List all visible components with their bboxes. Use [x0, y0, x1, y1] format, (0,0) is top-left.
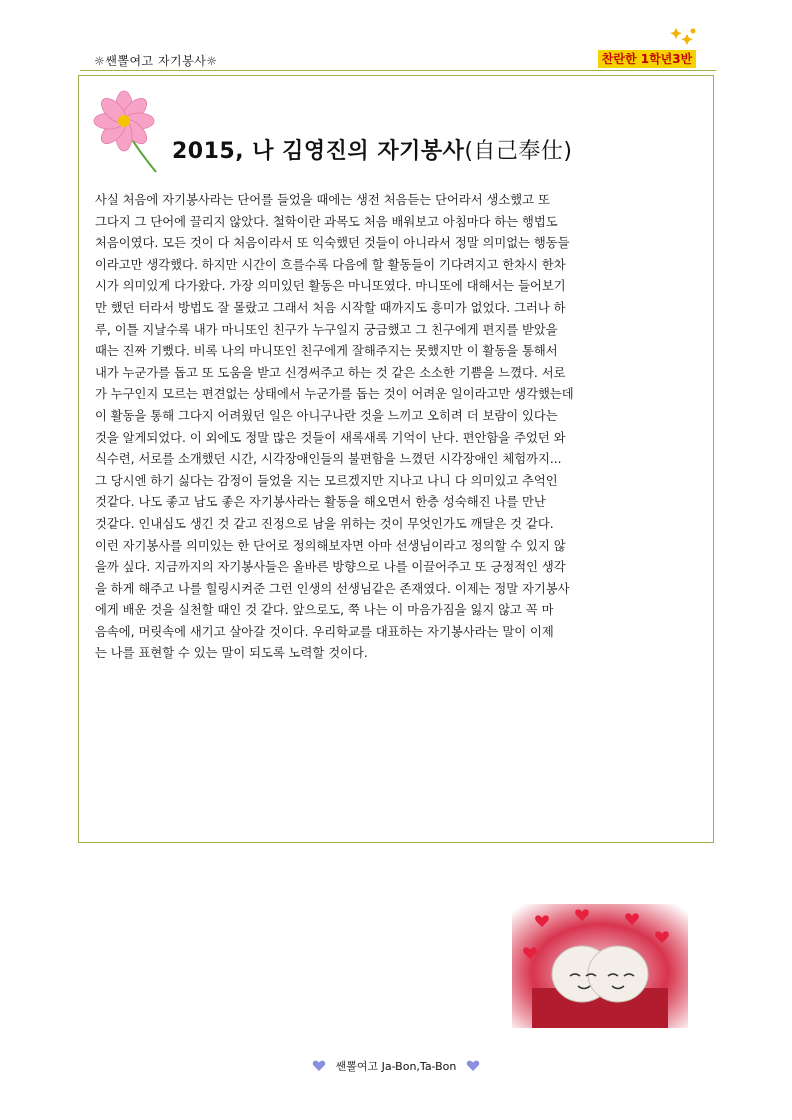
- essay-line: 는 나를 표현할 수 있는 말이 되도록 노력할 것이다.: [95, 646, 368, 661]
- essay-line: 것을 알게되었다. 이 외에도 정말 많은 것들이 새록새록 기억이 난다. 편안함을 주었던 와: [95, 430, 566, 445]
- header-divider: [80, 70, 716, 71]
- essay-line: 이라고만 생각했다. 하지만 시간이 흐를수록 다음에 할 활동들이 기다려지고 한차시 한차: [95, 257, 566, 272]
- essay-line: 것같다. 나도 좋고 남도 좋은 자기봉사라는 활동을 해오면서 한층 성숙해진 나를 만난: [95, 495, 546, 510]
- essay-line: 음속에, 머릿속에 새기고 살아갈 것이다. 우리학교를 대표하는 자기봉사라는 말이 이제: [95, 624, 554, 639]
- essay-line: 그 당시엔 하기 싫다는 감정이 들었을 지는 모르겠지만 지나고 나니 다 의미있고 추억인: [95, 473, 558, 488]
- essay-line: 그다지 그 단어에 끌리지 않았다. 철학이란 과목도 처음 배워보고 아침마다 하는 행법도: [95, 214, 558, 229]
- essay-line: 시가 의미있게 다가왔다. 가장 의미있던 활동은 마니또였다. 마니또에 대해서는 들어보기: [95, 279, 566, 294]
- heart-right-icon: [466, 1059, 480, 1073]
- cosmos-flower-icon: [88, 88, 168, 178]
- star-decoration-icon: [668, 26, 698, 52]
- essay-line: 이 활동을 통해 그다지 어려웠던 일은 아니구나란 것을 느끼고 오히려 더 보람이 있다는: [95, 408, 558, 423]
- class-badge: 찬란한 1학년3반: [598, 50, 696, 68]
- essay-line: 식수련, 서로를 소개했던 시간, 시각장애인들의 불편함을 느꼈던 시각장애인 체험까지...: [95, 452, 562, 467]
- heart-left-icon: [312, 1059, 326, 1073]
- essay-line: 루, 이틀 지날수록 내가 마니또인 친구가 누구일지 궁금했고 그 친구에게 편지를 받았을: [95, 322, 558, 337]
- essay-line: 에게 배운 것을 실천할 때인 것 같다. 앞으로도, 쭉 나는 이 마음가짐을 잃지 않고 꼭 마: [95, 603, 554, 618]
- footer-text: 쌘뽈여고 Ja-Bon,Ta-Bon: [335, 1060, 457, 1073]
- title-main: 2015, 나 김영진의 자기봉사: [172, 139, 465, 164]
- essay-line: 처음이였다. 모든 것이 다 처음이라서 또 익숙했던 것들이 아니라서 정말 의미없는 행동들: [95, 236, 570, 251]
- essay-line: 것같다. 인내심도 생긴 것 같고 진정으로 남을 위하는 것이 무엇인가도 깨달은 것 같다.: [95, 516, 554, 531]
- essay-line: 사실 처음에 자기봉사라는 단어를 들었을 때에는 생전 처음듣는 단어라서 생소했고 또: [95, 193, 550, 207]
- essay-line: 을 하게 해주고 나를 힐링시켜준 그런 인생의 선생님같은 존재였다. 이제는 정말 자기봉사: [95, 581, 570, 596]
- footer: [0, 1058, 792, 1074]
- essay-line: 이런 자기봉사를 의미있는 한 단어로 정의해보자면 아마 선생님이라고 정의할 수 있지 않: [95, 538, 566, 553]
- header-title: ☼쌘뽈여고 자기봉사☼: [94, 54, 218, 68]
- essay-line: 때는 진짜 기뻤다. 비록 나의 마니또인 친구에게 잘해주지는 못했지만 이 활동을 통해서: [95, 344, 558, 359]
- essay-body: [95, 190, 669, 665]
- couple-hearts-image: [512, 904, 688, 1028]
- essay-line: 내가 누군가를 돕고 또 도움을 받고 신경써주고 하는 것 같은 소소한 기쁨을 느꼈다. 서로: [95, 365, 566, 380]
- essay-line: 을까 싶다. 지금까지의 자기봉사들은 올바른 방향으로 나를 이끌어주고 또 긍정적인 생각: [95, 560, 566, 575]
- page-title: [172, 134, 573, 165]
- essay-line: 만 했던 터라서 방법도 잘 몰랐고 그래서 처음 시작할 때까지도 흥미가 없었다. 그러나 하: [95, 300, 566, 315]
- title-hanja: (自己奉仕): [464, 139, 573, 164]
- essay-line: 가 누구인지 모르는 편견없는 상태에서 누군가를 돕는 것이 어려운 일이라고만 생각했는데: [95, 387, 574, 402]
